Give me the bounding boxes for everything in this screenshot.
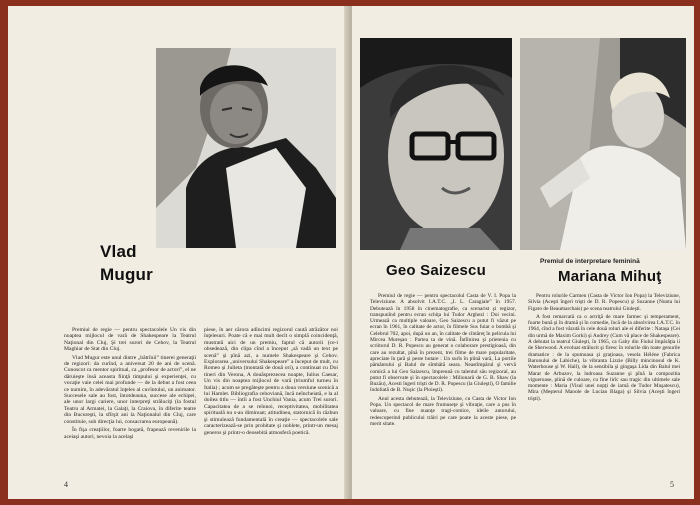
right-page [352, 6, 694, 499]
heading-mariana-mihut: Mariana Mihuţ [558, 268, 662, 285]
page-number-left: 4 [64, 480, 68, 489]
portrait-image [520, 38, 686, 250]
photo-geo-saizescu [360, 38, 512, 250]
portrait-image [156, 48, 336, 248]
paragraph: Vlad Mugur este unul dintre „bătrînii” tinerei generaţii de regizori: da curînd, a aniversat 20 de ani de scenă. Cunoscut ca mentor spiritual, ca „profesor de actori”, el ne dăruieşte însă aceasta fiinţă timpului şi experienţei, cu vocaţie vaie celei mai profunde — de la debut a fost ceea ce numim, în adevăratul înţeles al cuvîntului, un animator. Succesele sale au fost, întotdeauna, succese ale echipei, ale unor largi cariere, unor interpreţi străluciţi (la fostul Teatru al Armatei, la Galaţi, la Craiova, în diferite teatre din Bucureşti, la sfîrşit ani la Naţionalul din Cluj, care constituie, sub direcţia lui, consacrarea europeană). [64, 354, 196, 425]
paragraph: Premiul de regie — pentru spectacolul Casta de V. I. Popa la Televiziune. A absolvit I.A.T.C. „I. L. Caragiale” în 1957. Debutează în 1958 în cinematografie, ca scenarist şi regizor, transpunînd pentru ecran schiţa lui Tudor Arghezi : Doi vecini. Urmează ca multiple valoare, Geo Saizescu a putut fi văzut pe ecran în 1961, în calitate de actor, în filmele Sus fuiar o bombă şi Celebrul 702, apoi, după un an, în calitate de cîntăreţ în pelicula lui Mircea Mureşan : Partea ta de vină. Întîlnirea şi prietenia cu scriitorul D. R. Popescu au generat o colaborare prestigioasă, din care au rezultat, pînă în prezent, trei filme de mare popularitate, apreciate în ţară şi peste hotare : Un surîs în plină vară, La portile pământului şi Balul de sîmbătă seara. Neastîmpărul şi vervă comică a lui Geo Saizescu, împreună cu talentul său regizoral, au putut fi observate şi în spectacolele : Milionarii de G. B. Shaw (la Buzău), Acesti îngeri trişti de D. R. Popescu (la Giuleşti), O familie îndoliată de B. Nuşic (la Ploieşti). [370, 293, 516, 394]
photo-vlad-mugur [156, 48, 336, 248]
award-caption: Premiul de interpretare feminină [540, 258, 640, 265]
paragraph: piese, în aer cărora adîncimi regizorul caută atrăzător noi înţelesuri. Poate că e mai mult decît o simplă coincidenţă, mustrată aici de un premiu, faptul că autorii (ce-i obsedează, din clipa cînd a început „să vadă un text pe scenă” şi pînă azi, a numele Shakespeare şi Cehov. Explorarea „universului Shakespeare” a început de mult, cu Romeo şi Julieta (montată de două ori), a continuat cu Doi tineri din Verona, A douăsprezecea noapte, Iulius Caesar, Un vis din noaptea mijlocul de vară (triumful turneu în Italia) ; acum se pregăteşte pentru a doua versiune scenică a lui Hamlet. Bibliografia cehoviană, încă neîncheiată, e la al doilea titlu — întîi a fost Unchiul Vania, acum Trei surori. Capacitatea de a se reînnoi, receptivitatea, mobilitatea spirituală nu s-au diminuat; atitudinea, statornică în răzbun şi stimulează fundamentală în creaţie — spectacolele sale caracterizează-se prin probitate şi noblete, printr-un mesaj generos şi printr-o deosebită atmosferă poetică. [204, 327, 338, 436]
paragraph: A fost remarcată ca o actriţă de mare farmec şi temperament, foarte bună şi în dramă şi în comedie, încă de la absolvirea I.A.T.C. în 1964, cînd a fost văzută în cele două roluri ale ei diferite : Nataşa (Cei din urmă de Maxim Gorki) şi Audrey (Cum vă place de Shakespeare). A debutat la teatrul Giuleşti, în 1965, ca Gaby din Fiului împărăţia ii de Sherwood. A evoluat strălucit şi firesc în rolurile din toate genurile dramatice : de la spumoasa şi graţioasa, vesela Héléne (Fabrica Baronului de Labiche), la vibranta Lizzie (Billy mincinosul de K. Waterhouse şi W. Hall), de la sensibila şi gingaşa Lida din Balul mei Marat de Arbuzov, la ludroasa Suzanne şi pînă la compozitia vigueroase, plină de culoare, cu fine lirîc sau tragic din ultimele sale momente : Maria (Visul unei nopţi de iarnă de Tudor Muşatescu), Mira (Meşterul Manole de Lucian Blaga) şi Silvia (Aceşti îngeri trişti). [528, 313, 680, 402]
paragraph: Premiul de regie — pentru spectacolele Un vis din noaptea mijlocul de vară de Shakespeare la Teatrul Naţional din Cluj, Şi trei surori de Cehov, la Teatrul Maghiar de Stat din Cluj. [64, 327, 196, 353]
heading-first-name: Vlad [100, 242, 137, 261]
book-spread [8, 6, 694, 499]
photo-mariana-mihut [520, 38, 686, 250]
paragraph: Anul acesta debutează, la Televiziune, cu Casta de Victor Ion Popa. Un spectacol de mare frumuseţe şi vibraţie, care a pus în valoare, cu fine nuanţe tragi-comice, ideile autorului, redescoperind publicului trăiri pe care poate la aceste piese, pe merit sitate. [370, 395, 516, 427]
paragraph: În fişa creaţiilor, foarte bogată, frapează revenirile la aceiaşi autori, nevoia la acelaşi [64, 427, 196, 440]
right-text-col1 [370, 293, 516, 429]
page-number-right: 5 [670, 480, 674, 489]
left-text-col2 [204, 327, 338, 438]
portrait-image [360, 38, 512, 250]
left-text-col1 [64, 327, 196, 442]
left-page [8, 6, 348, 499]
paragraph: Pentru rolurile Carmen (Casta de Victor Ion Popa) la Televiziune, Silvia (Aceşti îngeri trişti de D. R. Popescu) şi Suzanne (Nunta lui Figaro de Beaumarchais) pe scena teatrului Giuleşti. [528, 293, 680, 312]
heading-last-name: Mugur [100, 265, 153, 284]
right-text-col2 [528, 293, 680, 404]
heading-geo-saizescu: Geo Saizescu [386, 262, 486, 279]
